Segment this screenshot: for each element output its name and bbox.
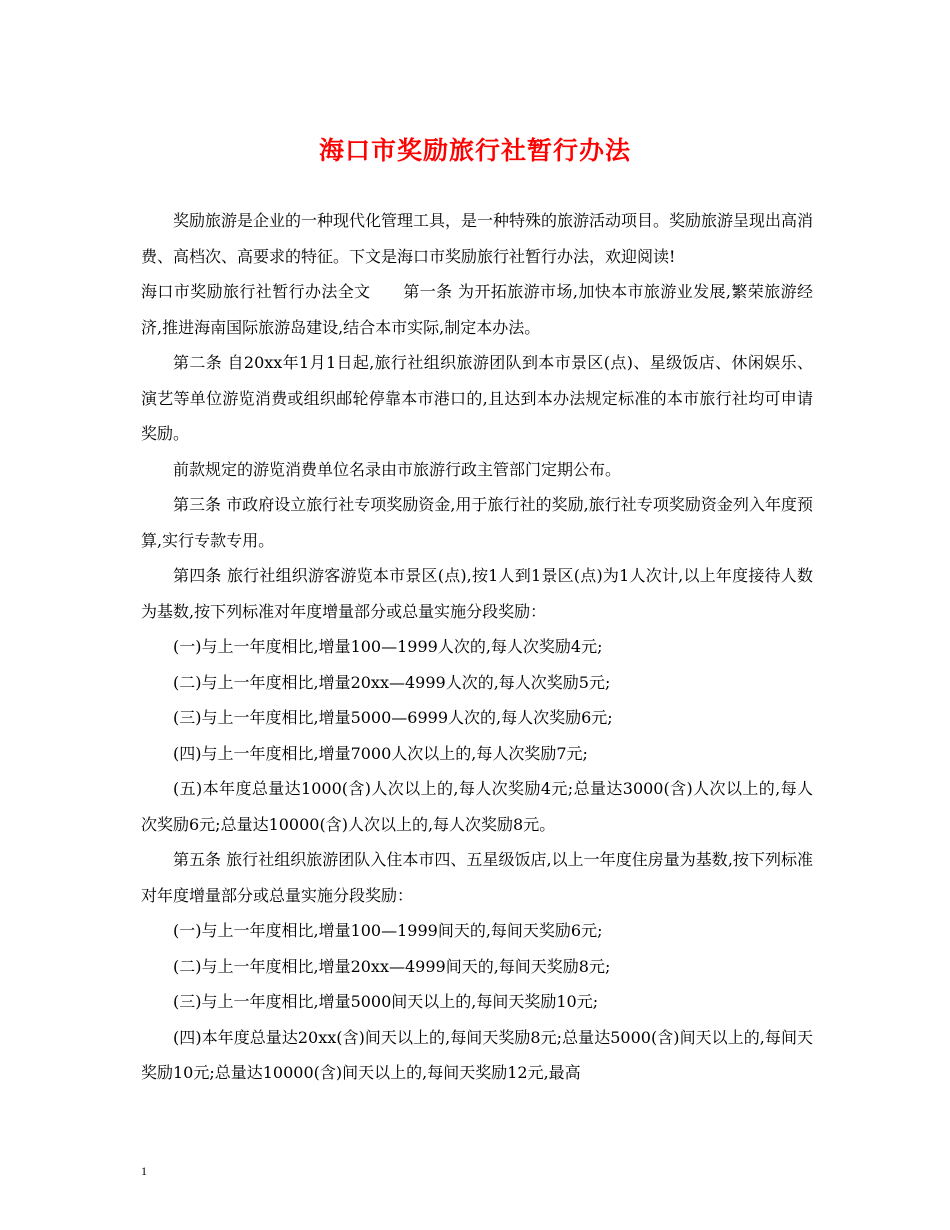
paragraph-article-4-item-4: (四)与上一年度相比,增量7000人次以上的,每人次奖励7元; (173, 743, 588, 763)
paragraph-article-4-item-5: (五)本年度总量达1000(含)人次以上的,每人次奖励4元;总量达3000(含)人次以上的,每人次奖励6元;总量达10000(含)人次以上的,每人次奖励8元。 (141, 779, 813, 834)
paragraph-article-3: 第三条 市政府设立旅行社专项奖励资金,用于旅行社的奖励,旅行社专项奖励资金列入年度预算,实行专款专用。 (141, 495, 813, 550)
paragraph-article-5: 第五条 旅行社组织旅游团队入住本市四、五星级饭店,以上一年度住房量为基数,按下列标准对年度增量部分或总量实施分段奖励： (141, 850, 813, 905)
paragraph-article-5-item-4: (四)本年度总量达20xx(含)间天以上的,每间天奖励8元;总量达5000(含)间天以上的,每间天奖励10元;总量达10000(含)间天以上的,每间天奖励12元,最高 (141, 1027, 813, 1082)
document-body (141, 203, 813, 1091)
paragraph-article-4-item-2: (二)与上一年度相比,增量20xx—4999人次的,每人次奖励5元; (173, 672, 611, 692)
paragraph-article-2-note: 前款规定的游览消费单位名录由市旅游行政主管部门定期公布。 (173, 459, 622, 479)
paragraph-article-2: 第二条 自20xx年1月1日起,旅行社组织旅游团队到本市景区(点)、星级饭店、休闲娱乐、演艺等单位游览消费或组织邮轮停靠本市港口的,且达到本办法规定标准的本市旅行社均可申请奖励。 (141, 353, 813, 443)
paragraph-article-4: 第四条 旅行社组织游客游览本市景区(点),按1人到1景区(点)为1人次计,以上年度接待人数为基数,按下列标准对年度增量部分或总量实施分段奖励： (141, 566, 813, 621)
paragraph-article-4-item-3: (三)与上一年度相比,增量5000—6999人次的,每人次奖励6元; (173, 708, 613, 727)
paragraph-article-4-item-1: (一)与上一年度相比,增量100—1999人次的,每人次奖励4元; (173, 637, 603, 656)
paragraph-article-5-item-1: (一)与上一年度相比,增量100—1999间天的,每间天奖励6元; (173, 921, 603, 940)
document-title: 海口市奖励旅行社暂行办法 (318, 136, 631, 165)
paragraph-article-5-item-3: (三)与上一年度相比,增量5000间天以上的,每间天奖励10元; (173, 992, 599, 1011)
paragraph-article-1: 海口市奖励旅行社暂行办法全文 第一条 为开拓旅游市场,加快本市旅游业发展,繁荣旅游经济,推进海南国际旅游岛建设,结合本市实际,制定本办法。 (141, 282, 813, 337)
paragraph-intro: 奖励旅游是企业的一种现代化管理工具，是一种特殊的旅游活动项目。奖励旅游呈现出高消费、高档次、高要求的特征。下文是海口市奖励旅行社暂行办法，欢迎阅读! (141, 211, 814, 266)
paragraph-article-5-item-2: (二)与上一年度相比,增量20xx—4999间天的,每间天奖励8元; (173, 956, 611, 976)
page-number: 1 (141, 1164, 147, 1178)
